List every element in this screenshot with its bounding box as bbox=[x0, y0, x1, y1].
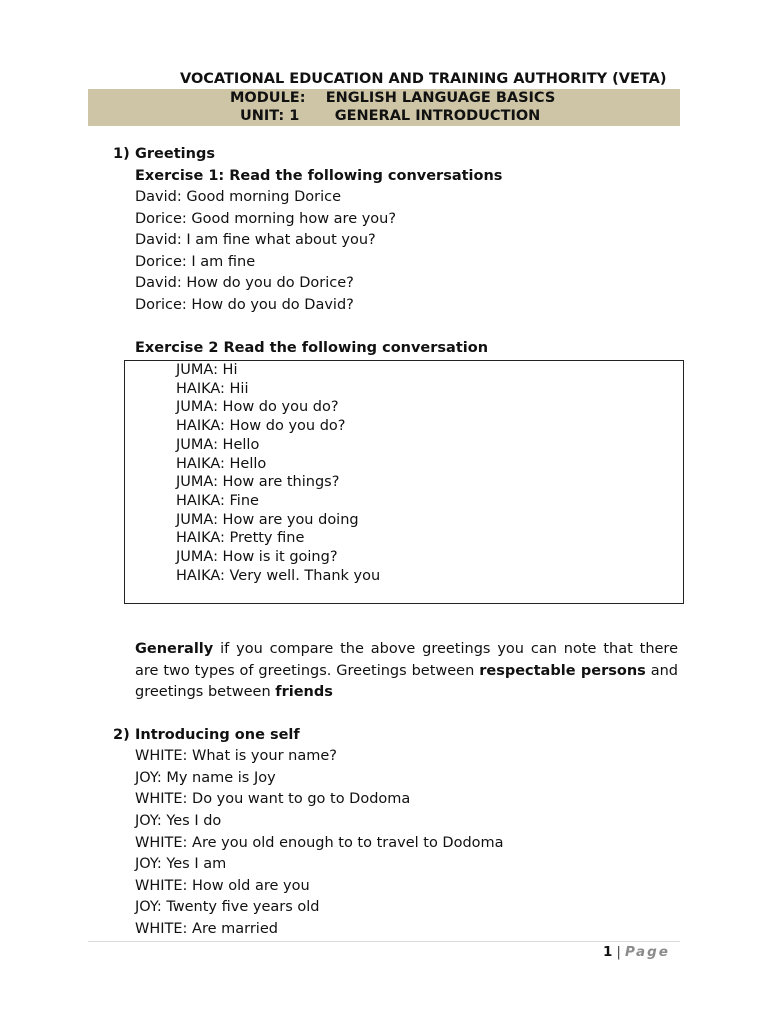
conversation-line: WHITE: Do you want to go to Dodoma bbox=[135, 791, 411, 807]
conversation-line: WHITE: Are married bbox=[135, 921, 278, 937]
conversation-line: JUMA: How are you doing bbox=[176, 512, 359, 528]
conversation-line: HAIKA: How do you do? bbox=[176, 418, 346, 434]
page-footer bbox=[603, 944, 670, 960]
conversation-line: WHITE: How old are you bbox=[135, 878, 310, 894]
conversation-line: HAIKA: Hello bbox=[176, 456, 267, 472]
exercise2-title: Exercise 2 Read the following conversation bbox=[135, 340, 489, 356]
summary-text: if you compare the above greetings you can note that there are two types of greetings. Greetings between bbox=[135, 641, 678, 679]
module-header-band bbox=[88, 89, 680, 126]
conversation-line: JUMA: How do you do? bbox=[176, 399, 339, 415]
conversation-line: David: Good morning Dorice bbox=[135, 189, 341, 205]
conversation-line: JOY: Twenty five years old bbox=[135, 899, 320, 915]
conversation-line: Dorice: I am fine bbox=[135, 254, 256, 270]
summary-bold-generally: Generally bbox=[135, 641, 214, 657]
organization-title: VOCATIONAL EDUCATION AND TRAINING AUTHORITY (VETA) bbox=[180, 71, 667, 87]
summary-bold-friends: friends bbox=[275, 684, 333, 700]
conversation-line: JUMA: Hello bbox=[176, 437, 260, 453]
exercise1-title: Exercise 1: Read the following conversations bbox=[135, 168, 503, 184]
conversation-line: HAIKA: Fine bbox=[176, 493, 259, 509]
greetings-summary-paragraph bbox=[135, 639, 678, 704]
conversation-line: WHITE: Are you old enough to to travel to Dodoma bbox=[135, 835, 504, 851]
conversation-line: HAIKA: Very well. Thank you bbox=[176, 568, 381, 584]
module-line bbox=[230, 89, 555, 107]
section1-heading: Greetings bbox=[135, 146, 215, 162]
conversation-line: JUMA: Hi bbox=[176, 362, 238, 378]
unit-label: UNIT: 1 bbox=[240, 108, 300, 124]
section2-number: 2) bbox=[113, 727, 130, 743]
unit-line bbox=[240, 107, 540, 125]
summary-bold-respectable: respectable persons bbox=[479, 662, 646, 679]
conversation-line: Dorice: How do you do David? bbox=[135, 297, 354, 313]
conversation-line: WHITE: What is your name? bbox=[135, 748, 337, 764]
page-number: 1 bbox=[603, 944, 613, 960]
conversation-line: HAIKA: Pretty fine bbox=[176, 530, 305, 546]
summary-text: and greetings between bbox=[135, 662, 678, 700]
conversation-line: David: I am fine what about you? bbox=[135, 232, 376, 248]
conversation-line: Dorice: Good morning how are you? bbox=[135, 211, 397, 227]
conversation-line: HAIKA: Hii bbox=[176, 381, 249, 397]
conversation-line: David: How do you do Dorice? bbox=[135, 275, 354, 291]
conversation-line: JUMA: How is it going? bbox=[176, 549, 338, 565]
conversation-line: JOY: Yes I do bbox=[135, 813, 222, 829]
page-word: Page bbox=[624, 944, 670, 960]
conversation-line: JOY: Yes I am bbox=[135, 856, 227, 872]
unit-value: GENERAL INTRODUCTION bbox=[334, 108, 541, 124]
footer-divider bbox=[88, 941, 680, 942]
footer-separator: | bbox=[616, 944, 621, 960]
module-label: MODULE: bbox=[230, 90, 306, 106]
section1-number: 1) bbox=[113, 146, 130, 162]
section2-heading: Introducing one self bbox=[135, 727, 300, 743]
conversation-line: JUMA: How are things? bbox=[176, 474, 340, 490]
conversation-line: JOY: My name is Joy bbox=[135, 770, 276, 786]
module-value: ENGLISH LANGUAGE BASICS bbox=[325, 90, 556, 106]
